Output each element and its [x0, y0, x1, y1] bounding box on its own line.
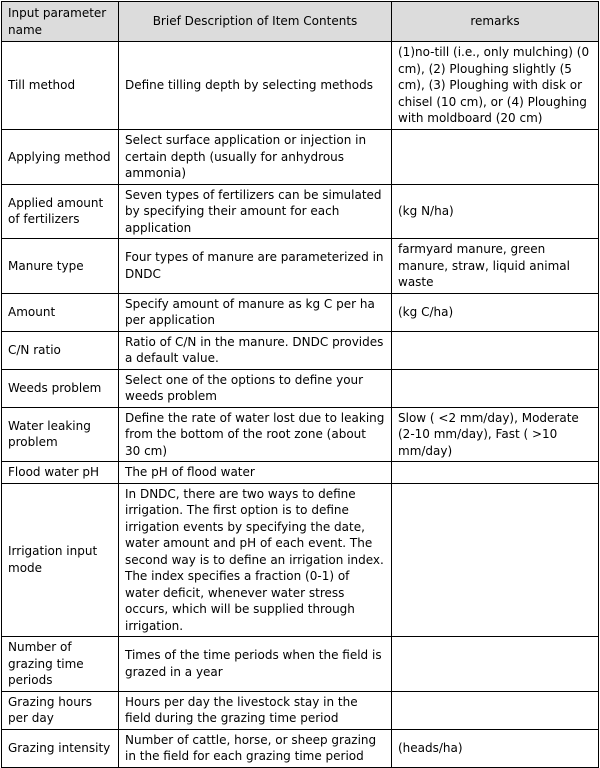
table-row: [2, 293, 599, 331]
remarks-cell: (heads/ha): [392, 729, 599, 767]
table-row: [2, 407, 599, 462]
description-cell: The pH of flood water: [119, 462, 392, 484]
table-row: [2, 331, 599, 369]
table-row: [2, 462, 599, 484]
header-remarks: remarks: [392, 2, 599, 42]
param-name-cell: Flood water pH: [2, 462, 119, 484]
description-cell: Define the rate of water lost due to leaking from the bottom of the root zone (about 30 cm): [119, 407, 392, 462]
remarks-cell: [392, 691, 599, 729]
description-cell: Specify amount of manure as kg C per ha per application: [119, 293, 392, 331]
param-name-cell: Applying method: [2, 130, 119, 185]
remarks-cell: [392, 462, 599, 484]
table-row: [2, 42, 599, 130]
table-row: [2, 637, 599, 692]
table-row: [2, 184, 599, 239]
description-cell: Ratio of C/N in the manure. DNDC provides a default value.: [119, 331, 392, 369]
description-cell: Times of the time periods when the field is grazed in a year: [119, 637, 392, 692]
remarks-cell: (kg C/ha): [392, 293, 599, 331]
table-row: [2, 239, 599, 294]
parameter-table: [1, 1, 599, 768]
description-cell: Select one of the options to define your weeds problem: [119, 369, 392, 407]
param-name-cell: Manure type: [2, 239, 119, 294]
param-name-cell: Weeds problem: [2, 369, 119, 407]
header-row: [2, 2, 599, 42]
param-name-cell: Till method: [2, 42, 119, 130]
description-cell: Define tilling depth by selecting methods: [119, 42, 392, 130]
description-cell: Number of cattle, horse, or sheep grazing in the field for each grazing time period: [119, 729, 392, 767]
remarks-cell: (kg N/ha): [392, 184, 599, 239]
remarks-cell: [392, 130, 599, 185]
remarks-cell: Slow ( <2 mm/day), Moderate (2-10 mm/day), Fast ( >10 mm/day): [392, 407, 599, 462]
remarks-cell: [392, 483, 599, 637]
param-name-cell: Grazing intensity: [2, 729, 119, 767]
description-cell: Hours per day the livestock stay in the field during the grazing time period: [119, 691, 392, 729]
param-name-cell: Applied amount of fertilizers: [2, 184, 119, 239]
description-cell: Four types of manure are parameterized in DNDC: [119, 239, 392, 294]
table-row: [2, 130, 599, 185]
remarks-cell: (1)no-till (i.e., only mulching) (0 cm), (2) Ploughing slightly (5 cm), (3) Ploughing with disk or chisel (10 cm), or (4) Ploughing with moldboard (20 cm): [392, 42, 599, 130]
param-name-cell: C/N ratio: [2, 331, 119, 369]
description-cell: Select surface application or injection in certain depth (usually for anhydrous ammonia): [119, 130, 392, 185]
param-name-cell: Amount: [2, 293, 119, 331]
table-row: [2, 369, 599, 407]
remarks-cell: [392, 369, 599, 407]
table-row: [2, 483, 599, 637]
remarks-cell: [392, 331, 599, 369]
param-name-cell: Irrigation input mode: [2, 483, 119, 637]
description-cell: In DNDC, there are two ways to define irrigation. The first option is to define irrigation events by specifying the date, water amount and pH of each event. The second way is to define an irrigation index. The index specifies a fraction (0-1) of water deficit, whenever water stress occurs, which will be supplied through irrigation.: [119, 483, 392, 637]
table-row: [2, 729, 599, 767]
table-row: [2, 691, 599, 729]
description-cell: Seven types of fertilizers can be simulated by specifying their amount for each application: [119, 184, 392, 239]
remarks-cell: farmyard manure, green manure, straw, liquid animal waste: [392, 239, 599, 294]
header-parameter-name: Input parameter name: [2, 2, 119, 42]
remarks-cell: [392, 637, 599, 692]
param-name-cell: Water leaking problem: [2, 407, 119, 462]
header-description: Brief Description of Item Contents: [119, 2, 392, 42]
param-name-cell: Grazing hours per day: [2, 691, 119, 729]
param-name-cell: Number of grazing time periods: [2, 637, 119, 692]
